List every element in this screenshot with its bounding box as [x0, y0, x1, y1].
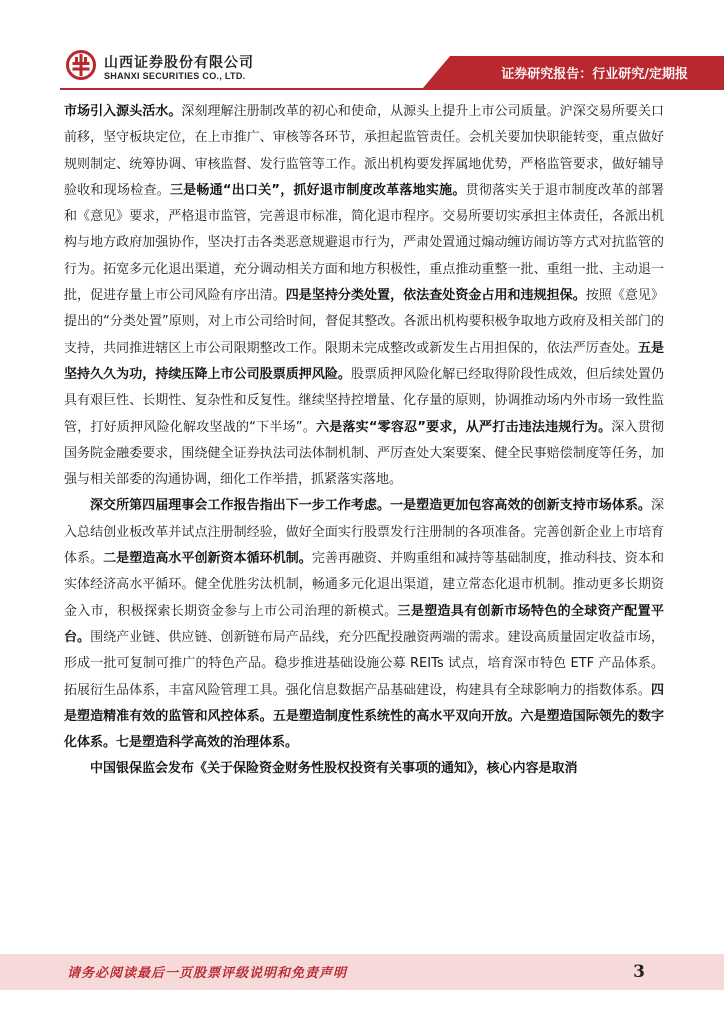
- text-segment: 按照《意见》提出的“分类处置”原则，对上市公司给时间，督促其整改。各派出机构要积极争取地方政府及相关部门的支持，共同推进辖区上市公司限期整改工作。限期未完成整改或新发生占用担保的，依法严厉查处。: [64, 288, 664, 356]
- bold-text-segment: 深交所第四届理事会工作报告指出下一步工作考虑。一是塑造更加包容高效的创新支持市场体系。: [90, 498, 651, 514]
- page-header: [0, 0, 724, 90]
- text-segment: 深入贯彻国务院金融委要求，围绕健全证券执法司法体制机制、严厉查处大案要案、健全民事赔偿制度等任务，加强与相关部委的沟通协调，细化工作举措，抓紧落实落地。: [64, 419, 664, 488]
- bold-text-segment: 六是落实“零容忍”要求，从严打击违法违规行为。: [316, 419, 612, 435]
- bold-text-segment: 市场引入源头活水。: [64, 104, 182, 119]
- report-body: [64, 99, 664, 783]
- bold-text-segment: 五是坚持久久为功，持续压降上市公司股票质押风险。: [64, 340, 664, 382]
- body-paragraph: [64, 99, 664, 493]
- report-type-label: 证券研究报告：行业研究/定期报: [501, 67, 688, 82]
- text-segment: 深刻理解注册制改革的初心和使命，从源头上提升上市公司质量。沪深交易所要关口前移，坚守板块定位，在上市推广、审核等各环节，承担起监管责任。会机关要加快职能转变，重点做好规则制定、统筹协调、审核监督、发行监管等工作。派出机构要发挥属地优势，严格监管要求，做好辅导验收和现场检查。: [64, 104, 664, 198]
- bold-text-segment: 三是畅通“出口关”，抓好退市制度改革落地实施。: [169, 182, 466, 198]
- text-segment: 围绕产业链、供应链、创新链布局产品线，充分匹配投融资两端的需求。建设高质量固定收益市场，形成一批可复制可推广的特色产品。稳步推进基础设施公募 REITs 试点，培育深市特色 ETF 产品体系。拓展衍生品体系，丰富风险管理工具。强化信息数据产品基础建设，构建具有全球影响力的指数体系。: [64, 629, 664, 698]
- text-segment: 贯彻落实关于退市制度改革的部署和《意见》要求，严格退市监管，完善退市标准，简化退市程序。交易所要切实承担主体责任，各派出机构与地方政府加强协作，坚决打击各类恶意规避退市行为，严肃处置通过煽动缠访闹访等方式对抗监管的行为。拓宽多元化退出渠道，充分调动相关方面和地方积极性，重点推动重整一批、重组一批、主动退一批，促进存量上市公司风险有序出清。: [64, 182, 664, 304]
- bold-text-segment: 四是塑造精准有效的监管和风控体系。五是塑造制度性系统性的高水平双向开放。六是塑造国际领先的数字化体系。七是塑造科学高效的治理体系。: [64, 682, 664, 751]
- body-paragraph: [64, 493, 664, 756]
- body-paragraph: [64, 756, 664, 782]
- header-divider: [60, 88, 724, 90]
- bold-text-segment: 四是坚持分类处置，依法查处资金占用和违规担保。: [285, 288, 586, 304]
- text-segment: 完善再融资、并购重组和减持等基础制度，推动科技、资本和实体经济高水平循环。健全优胜劣汰机制，畅通多元化退出渠道，建立常态化退市机制。推动更多长期资金入市，积极探索长期资金参与上市公司治理的新模式。: [64, 551, 664, 619]
- bold-text-segment: 三是塑造具有创新市场特色的全球资产配置平台。: [64, 603, 664, 645]
- company-name-chinese: 山西证券股份有限公司: [104, 55, 254, 71]
- page-number: 3: [633, 962, 645, 982]
- bold-text-segment: 二是塑造高水平创新资本循环机制。: [103, 551, 312, 567]
- company-name-english: SHANXI SECURITIES CO., LTD.: [104, 71, 246, 81]
- disclaimer-notice: 请务必阅读最后一页股票评级说明和免责声明: [67, 966, 348, 981]
- text-segment: 深入总结创业板改革并试点注册制经验，做好全面实行股票发行注册制的各项准备。完善创新企业上市培育体系。: [64, 498, 664, 567]
- shanxi-securities-logo-icon: [66, 50, 96, 80]
- page-footer: [0, 942, 724, 1024]
- bold-text-segment: 中国银保监会发布《关于保险资金财务性股权投资有关事项的通知》，核心内容是取消: [90, 761, 578, 777]
- text-segment: 股票质押风险化解已经取得阶段性成效，但后续处置仍具有艰巨性、长期性、复杂性和反复性。继续坚持控增量、化存量的原则，协调推动场内外市场一致性监管，打好质押风险化解攻坚战的“下半场”。: [64, 366, 664, 435]
